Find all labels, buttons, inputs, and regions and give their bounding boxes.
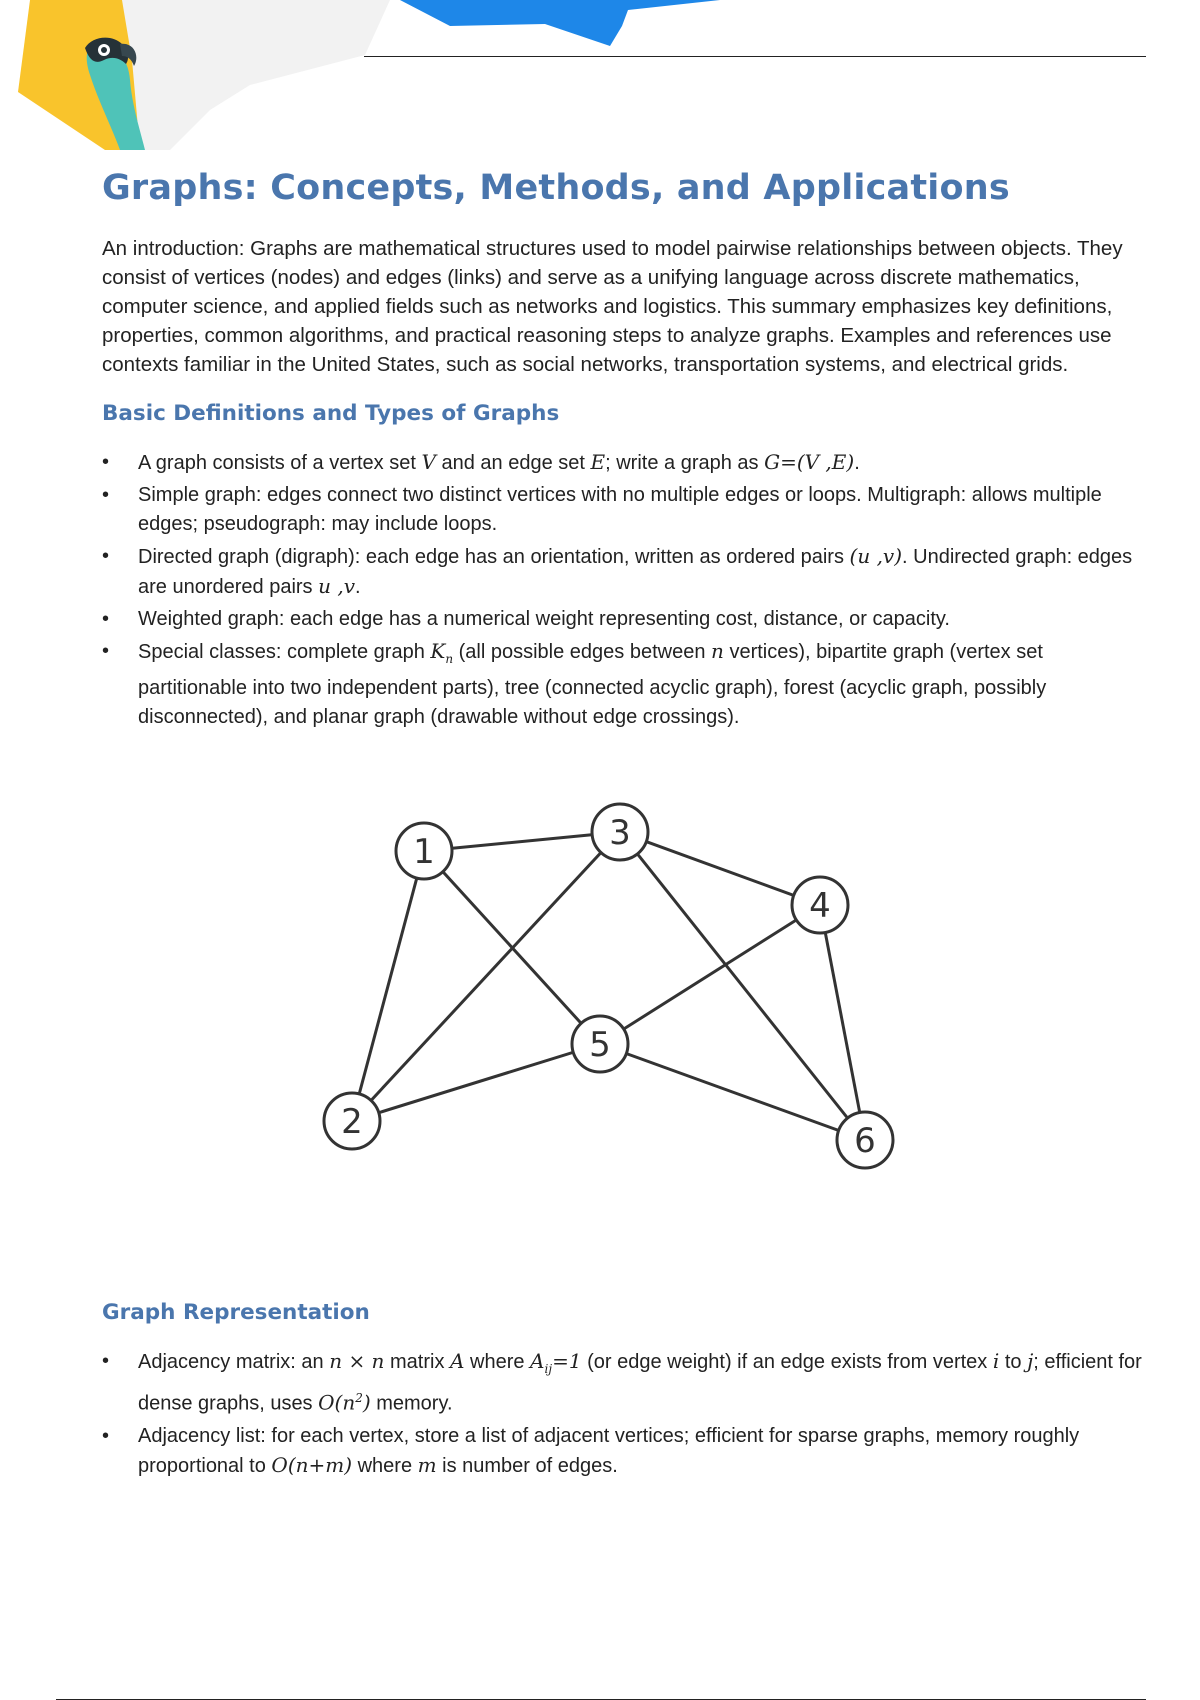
text-run: . bbox=[854, 452, 860, 474]
graph-node-label-1: 1 bbox=[413, 832, 435, 872]
math-run: A bbox=[450, 1349, 465, 1373]
math-run: K bbox=[430, 639, 446, 663]
graph-node-label-6: 6 bbox=[854, 1121, 876, 1161]
list-item bbox=[102, 448, 1142, 478]
math-run: u ,v bbox=[318, 574, 356, 598]
text-run: (or edge weight) if an edge exists from vertex bbox=[581, 1351, 993, 1373]
list-item bbox=[102, 637, 1142, 732]
list-item: • Simple graph: edges connect two distinct vertices with no multiple edges or loops. Multigraph: allows multiple edges; pseudograph: may include loops. bbox=[102, 481, 1142, 539]
text-run: (all possible edges between bbox=[453, 641, 712, 663]
list-item bbox=[102, 542, 1142, 602]
graph-edge-4-5 bbox=[600, 905, 820, 1044]
text-run: where bbox=[464, 1351, 531, 1373]
text-run: to bbox=[999, 1351, 1028, 1373]
graph-edge-3-2 bbox=[352, 832, 620, 1121]
graph-diagram bbox=[102, 774, 1142, 1264]
section-heading-definitions: Basic Definitions and Types of Graphs bbox=[102, 401, 560, 426]
math-run: n bbox=[711, 639, 724, 663]
math-run: V bbox=[421, 450, 436, 474]
math-run: m bbox=[417, 1452, 437, 1477]
list-item bbox=[102, 1347, 1142, 1419]
definitions-list bbox=[102, 448, 1142, 732]
graph-node-label-2: 2 bbox=[341, 1102, 363, 1142]
document-body bbox=[102, 168, 1142, 1264]
math-run: n × n bbox=[329, 1349, 385, 1373]
intro-paragraph: An introduction: Graphs are mathematical structures used to model pairwise relationships between objects. They consist of vertices (nodes) and edges (links) and serve as a unifying language across discrete mathematics, computer science, and applied fields such as networks and logistics. This summary emphasizes key definitions, properties, common algorithms, and practical reasoning steps to analyze graphs. Examples and references use contexts familiar in the United States, such as social networks, transportation systems, and electrical grids. bbox=[102, 237, 1123, 376]
text-run: matrix bbox=[384, 1351, 450, 1373]
math-run: O(n bbox=[318, 1390, 356, 1415]
math-subscript: n bbox=[445, 652, 454, 666]
text-run: vertices), bipartite graph (vertex set partitionable into two independent parts), tree (connected acyclic graph), forest (acyclic graph, possibly disconnected), and planar graph (drawable without edge crossings). bbox=[138, 641, 1047, 728]
page-title: Graphs: Concepts, Methods, and Applications bbox=[102, 168, 1010, 208]
section-representation bbox=[102, 1300, 1142, 1484]
math-run: G=(V ,E) bbox=[764, 450, 855, 474]
math-subscript: ij bbox=[544, 1362, 553, 1376]
graph-node-label-4: 4 bbox=[809, 886, 831, 926]
text-run: memory. bbox=[370, 1392, 453, 1415]
text-run: where bbox=[352, 1454, 418, 1477]
math-superscript: 2 bbox=[355, 1391, 363, 1405]
text-run: Special classes: complete graph bbox=[138, 641, 431, 663]
text-run: . Undirected graph: edges are unordered pairs bbox=[138, 546, 1133, 598]
blue-shape bbox=[400, 0, 720, 46]
text-run: Directed graph (digraph): each edge has an orientation, written as ordered pairs bbox=[138, 546, 850, 568]
text-run: . bbox=[355, 576, 361, 598]
math-run: (u ,v) bbox=[849, 544, 903, 568]
list-item: • Weighted graph: each edge has a numerical weight representing cost, distance, or capacity. bbox=[102, 605, 1142, 634]
text-run: Adjacency matrix: an bbox=[138, 1351, 330, 1373]
math-run: E bbox=[590, 450, 606, 474]
text-run: Adjacency list: for each vertex, store a list of adjacent vertices; efficient for sparse graphs, memory roughly proportional to bbox=[138, 1424, 1080, 1477]
text-run: and an edge set bbox=[435, 452, 591, 474]
graph-edge-1-3 bbox=[424, 832, 620, 851]
graph-node-label-5: 5 bbox=[589, 1025, 611, 1065]
math-run: i bbox=[992, 1349, 1000, 1373]
math-run: A bbox=[530, 1349, 545, 1373]
section-heading-representation: Graph Representation bbox=[102, 1300, 370, 1325]
graph-edge-4-6 bbox=[820, 905, 865, 1140]
header-decoration bbox=[0, 0, 1200, 160]
graph-figure bbox=[102, 774, 1142, 1264]
math-run: =1 bbox=[552, 1349, 582, 1373]
text-run: ; efficient for dense graphs, uses bbox=[138, 1351, 1142, 1415]
representation-list bbox=[102, 1347, 1142, 1481]
math-run: j bbox=[1027, 1349, 1034, 1373]
text-run: ; write a graph as bbox=[605, 452, 765, 474]
graph-node-label-3: 3 bbox=[609, 813, 631, 853]
gray-shape bbox=[120, 0, 390, 150]
text-run: is number of edges. bbox=[436, 1454, 618, 1477]
text-run: A graph consists of a vertex set bbox=[138, 452, 422, 474]
header-rule bbox=[364, 56, 1146, 57]
math-run: ) bbox=[362, 1390, 371, 1415]
list-item bbox=[102, 1422, 1142, 1481]
math-run: O(n+m) bbox=[271, 1452, 353, 1477]
